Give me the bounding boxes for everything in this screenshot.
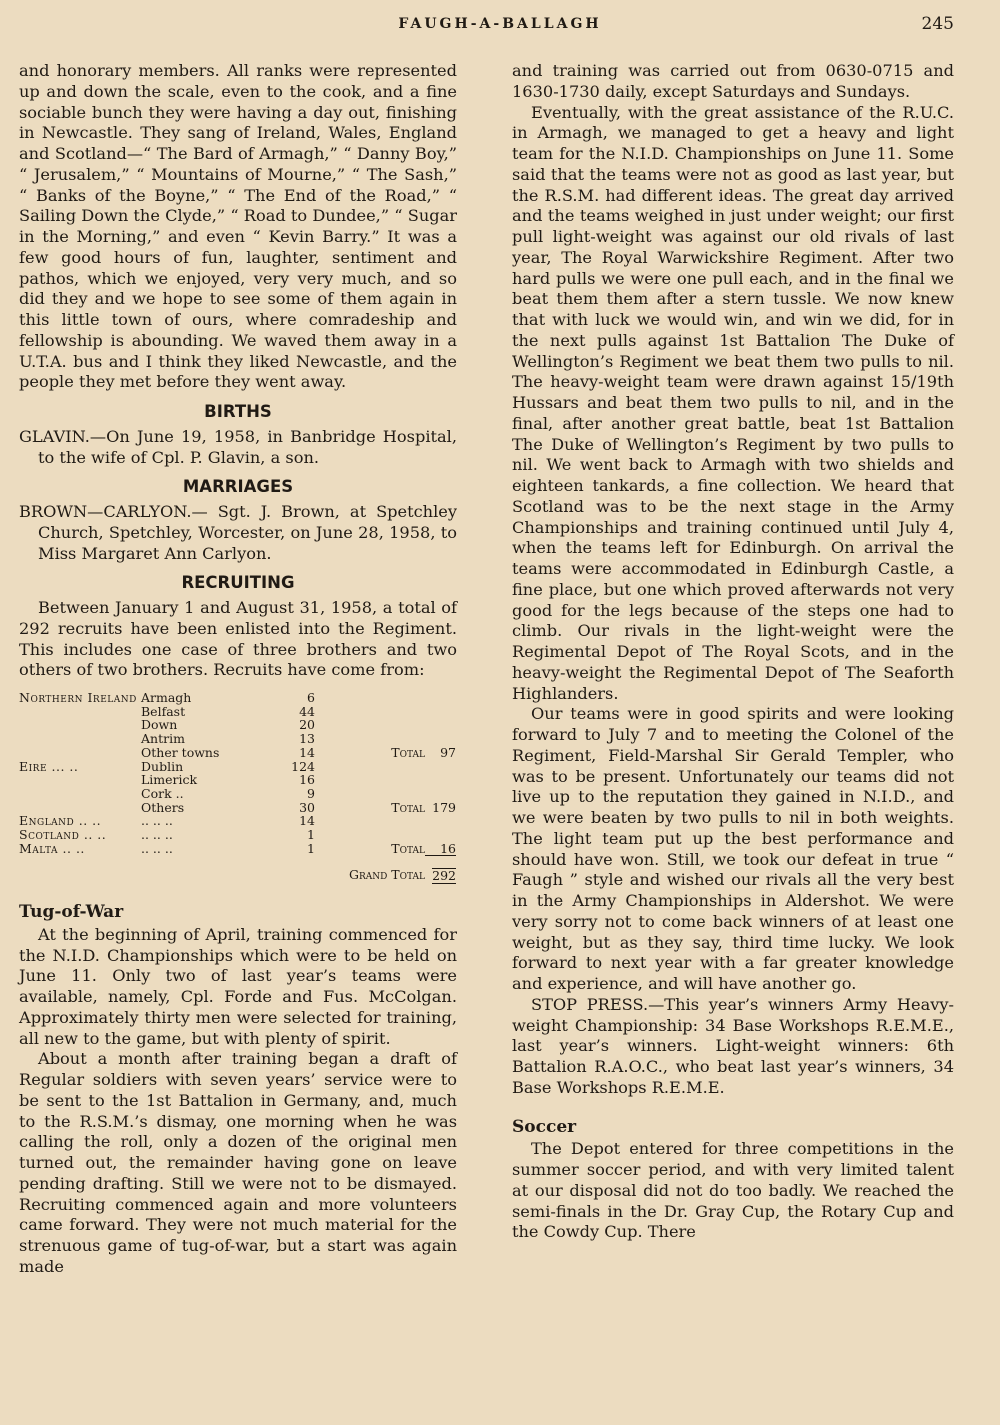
intro-paragraph: and honorary members. All ranks were represented up and down the scale, even to the cook, and a fine sociable bunch they were having a day out, finishing in Newcastle. They sang of Ireland, Wales, England and Scotland—“ The Bard of Armagh,” “ Danny Boy,” “ Jerusalem,” “ Mountains of Mourne,” “ The Sash,” “ Banks of the Boyne,” “ The End of the Road,” “ Sailing Down the Clyde,” “ Road to Dundee,” “ Sugar in the Morning,” and even “ Kevin Barry.” It was a few good hours of fun, laughter, sentiment and pathos, which we enjoyed, very very much, and so did they and we hope to see some of them again in this little town of ours, where comradeship and fellowship is abounding. We waved them away in a U.T.A. bus and I think they liked Newcastle, and the people they met before they went away. <box>19 61 457 392</box>
row-count: 30 <box>299 799 315 815</box>
tug-of-war-paragraph-2: About a month after training began a draft of Regular soldiers with seven years’ service were to be sent to the 1st Battalion in Germany, and, much to the R.S.M.’s dismay, one morning when he was calling the roll, only a dozen of the original men turned out, the remainder having gone on leave pending drafting. Still we were not to be dismayed. Recruiting commenced again and more volunteers came forward. They were not much material for the strenuous game of tug-of-war, but a start was again made <box>19 1049 457 1276</box>
row-place: Antrim <box>141 731 185 747</box>
tug-of-war-paragraph-1: At the beginning of April, training commenced for the N.I.D. Championships which were to be held on June 11. Only two of last year’s teams were available, namely, Cpl. Forde and Fus. McColgan. Approximately thirty men were selected for training, all new to the game, but with plenty of spirit. <box>19 924 457 1048</box>
right-column <box>512 61 954 1243</box>
row-place: Belfast <box>141 703 186 719</box>
row-country <box>19 801 141 815</box>
recruits-table-row <box>19 787 456 801</box>
row-place: .. .. .. <box>141 827 173 843</box>
grand-total-row <box>19 856 456 884</box>
row-total-value <box>425 828 456 842</box>
edinburgh-paragraph: Our teams were in good spirits and were looking forward to July 7 and to meeting the Colonel of the Regiment, Field-Marshal Sir Gerald Templer, who was to be present. Unfortunately our teams did not live up to the reputation they gained in N.I.D., and we were beaten by two pulls to nil in both weights. The light team put up the best performance and should have won. Still, we took our defeat in true “ Faugh ” style and wished our rivals all the very best in the Army Championships in Aldershot. We were very sorry not to come back winners of at least one weight, but as they say, third time lucky. We look forward to next year with a far greater knowledge and experience, and will have another go. <box>512 704 954 993</box>
recruits-table-row <box>19 746 456 760</box>
recruits-table-row <box>19 705 456 719</box>
row-total-value: 179 <box>432 799 456 815</box>
row-place: Armagh <box>141 690 192 705</box>
grand-total-number: 292 <box>432 868 456 884</box>
row-count: 9 <box>307 785 315 801</box>
row-count: 13 <box>299 731 315 747</box>
championship-paragraph: Eventually, with the great assistance of the R.U.C. in Armagh, we managed to get a heavy and light team for the N.I.D. Championships on June 11. Some said that the teams were not as good as last year, but the R.S.M. had different ideas. The great day arrived and the teams weighed in just under weight; our first pull light-weight was against our old rivals of last year, The Royal Warwickshire Regiment. After two hard pulls we were one pull each, and in the final we beat them them after a stern tussle. We now knew that with luck we would win, and win we did, for in the next pulls against 1st Battalion The Duke of Wellington’s Regiment we beat them two pulls to nil. The heavy-weight team were drawn against 15/19th Hussars and beat them two pulls to nil, and in the final, after another great battle, beat 1st Battalion The Duke of Wellington’s Regiment by two pulls to nil. We went back to Armagh with two shields and eighteen tankards, a fine collection. We heard that Scotland was to be the next stage in the Army Championships and training continued until July 4, when the teams left for Edinburgh. On arrival the teams were accommodated in Edinburgh Castle, a fine place, but one which proved afterwards not very good for the legs because of the steps one had to climb. Our rivals in the light-weight were the Regimental Depot of The Royal Scots, and in the heavy-weight the Regimental Depot of The Seaforth Highlanders. <box>512 102 954 703</box>
row-total-value: 16 <box>425 842 456 856</box>
row-total-label <box>315 773 425 787</box>
grand-total-label: Grand Total <box>348 866 425 882</box>
row-count: 16 <box>299 772 315 788</box>
row-country <box>19 773 141 787</box>
row-country: Malta .. .. <box>19 840 85 856</box>
row-place: Limerick <box>141 772 198 788</box>
row-total-value <box>425 691 456 705</box>
row-place: Down <box>141 717 178 733</box>
row-country <box>19 705 141 719</box>
row-total-value <box>425 814 456 828</box>
row-place: Dublin <box>141 758 184 774</box>
row-total-label <box>315 828 425 842</box>
recruits-table-row <box>19 718 456 732</box>
row-count: 44 <box>299 703 315 719</box>
row-country: Eire ... .. <box>19 758 79 774</box>
row-country <box>19 732 141 746</box>
row-total-label <box>315 732 425 746</box>
row-total-label <box>315 705 425 719</box>
row-total-label <box>315 718 425 732</box>
page-header <box>0 12 1000 42</box>
row-country <box>19 718 141 732</box>
recruits-table-row <box>19 773 456 787</box>
recruits-table-row <box>19 801 456 815</box>
recruits-table-row <box>19 691 456 705</box>
row-total-label <box>315 787 425 801</box>
row-count: 14 <box>299 744 315 760</box>
row-count: 124 <box>291 758 315 774</box>
row-count: 6 <box>307 690 315 705</box>
left-column <box>19 61 457 1278</box>
recruiting-paragraph: Between January 1 and August 31, 1958, a total of 292 recruits have been enlisted into the Regiment. This includes one case of three brothers and two others of two brothers. Recruits have come from: <box>19 598 457 680</box>
row-total-label <box>315 814 425 828</box>
row-place: .. .. .. <box>141 813 173 829</box>
tug-of-war-heading: Tug-of-War <box>19 902 124 923</box>
page-number: 245 <box>921 14 954 34</box>
row-country: England .. .. <box>19 813 102 829</box>
row-place: .. .. .. <box>141 840 173 856</box>
recruits-table-row <box>19 732 456 746</box>
row-place: Others <box>141 799 185 815</box>
row-total-label <box>315 760 425 774</box>
marriages-heading: MARRIAGES <box>182 477 294 497</box>
recruits-table-row <box>19 814 456 828</box>
row-country: Scotland .. .. <box>19 827 107 843</box>
running-title: FAUGH-A-BALLAGH <box>398 16 602 32</box>
recruiting-heading: RECRUITING <box>181 573 295 593</box>
grand-total-value <box>425 856 456 884</box>
row-count: 1 <box>307 840 315 856</box>
row-total-value <box>425 705 456 719</box>
row-total-value <box>425 787 456 801</box>
recruits-table-row <box>19 842 456 856</box>
row-place: Cork .. <box>141 785 184 801</box>
row-total-label <box>315 691 425 705</box>
row-total-value <box>425 732 456 746</box>
stop-press-paragraph: STOP PRESS.—This year’s winners Army Heavy-weight Championship: 34 Base Workshops R.E.M.E., last year’s winners. Light-weight winners: 6th Battalion R.A.O.C., who beat last year’s winners, 34 Base Workshops R.E.M.E. <box>512 994 954 1097</box>
recruits-table-row <box>19 760 456 774</box>
row-count: 14 <box>299 813 315 829</box>
recruits-table <box>19 691 456 884</box>
recruits-table-row <box>19 828 456 842</box>
row-place: Other towns <box>141 744 220 760</box>
row-country: Northern Ireland <box>19 690 137 705</box>
row-total-value <box>425 773 456 787</box>
recruits-table-body <box>19 691 456 856</box>
row-total-label: Total <box>391 744 425 760</box>
soccer-heading: Soccer <box>512 1116 577 1137</box>
marriages-entry: BROWN—CARLYON.— Sgt. J. Brown, at Spetchley Church, Spetchley, Worcester, on June 28, 1958, to Miss Margaret Ann Carlyon. <box>19 502 457 563</box>
row-count: 20 <box>299 717 315 733</box>
training-paragraph: and training was carried out from 0630-0715 and 1630-1730 daily, except Saturdays and Sundays. <box>512 61 954 101</box>
row-total-value <box>425 718 456 732</box>
row-total-value <box>425 760 456 774</box>
soccer-paragraph: The Depot entered for three competitions in the summer soccer period, and with very limited talent at our disposal did not do too badly. We reached the semi-finals in the Dr. Gray Cup, the Rotary Cup and the Cowdy Cup. There <box>512 1139 954 1242</box>
births-entry: GLAVIN.—On June 19, 1958, in Banbridge Hospital, to the wife of Cpl. P. Glavin, a son. <box>19 426 457 467</box>
row-total-label: Total <box>391 799 425 815</box>
row-total-value: 97 <box>440 744 456 760</box>
row-count: 1 <box>307 827 315 843</box>
row-country <box>19 746 141 760</box>
births-heading: BIRTHS <box>204 402 272 421</box>
row-country <box>19 787 141 801</box>
row-total-label: Total <box>391 840 425 856</box>
